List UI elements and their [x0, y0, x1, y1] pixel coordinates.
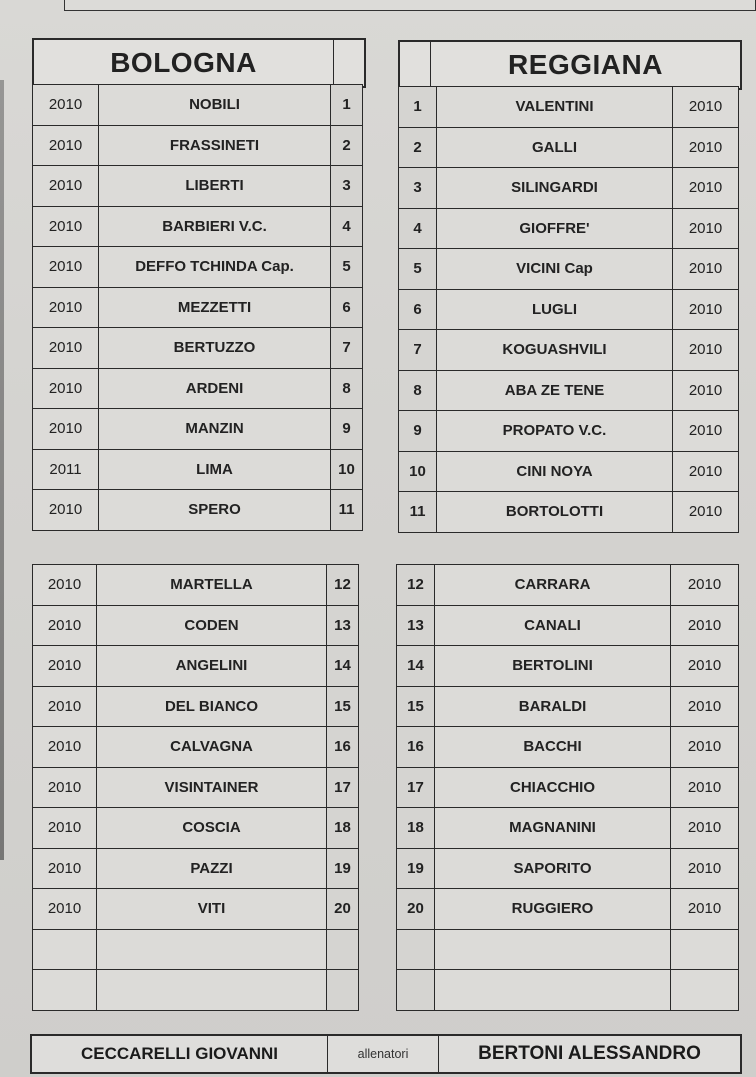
player-row — [397, 646, 739, 687]
player-name — [97, 929, 327, 970]
birth-year: 2010 — [33, 287, 99, 328]
player-name: VITI — [97, 889, 327, 930]
shirt-number: 20 — [327, 889, 359, 930]
player-name: CANALI — [435, 605, 671, 646]
birth-year: 2010 — [33, 565, 97, 606]
coaches-label: allenatori — [328, 1036, 439, 1072]
shirt-number: 15 — [397, 686, 435, 727]
birth-year: 2010 — [671, 686, 739, 727]
shirt-number: 17 — [397, 767, 435, 808]
player-row — [397, 889, 739, 930]
player-row — [397, 605, 739, 646]
player-name: KOGUASHVILI — [437, 330, 673, 371]
player-name: VALENTINI — [437, 87, 673, 128]
shirt-number: 3 — [399, 168, 437, 209]
player-name: CINI NOYA — [437, 451, 673, 492]
birth-year: 2010 — [33, 889, 97, 930]
player-name: LUGLI — [437, 289, 673, 330]
shirt-number: 6 — [331, 287, 363, 328]
player-name: BORTOLOTTI — [437, 492, 673, 533]
shirt-number: 16 — [327, 727, 359, 768]
birth-year: 2011 — [33, 449, 99, 490]
player-row — [399, 289, 739, 330]
shirt-number: 2 — [399, 127, 437, 168]
birth-year: 2010 — [673, 208, 739, 249]
birth-year: 2010 — [33, 767, 97, 808]
player-row — [33, 970, 359, 1011]
player-name: BARBIERI V.C. — [99, 206, 331, 247]
shirt-number: 14 — [397, 646, 435, 687]
away-bench-table — [396, 564, 739, 1011]
shirt-number: 10 — [331, 449, 363, 490]
player-name: BACCHI — [435, 727, 671, 768]
player-row — [33, 646, 359, 687]
player-name: DEL BIANCO — [97, 686, 327, 727]
player-row — [397, 727, 739, 768]
player-row — [397, 848, 739, 889]
shirt-number: 19 — [327, 848, 359, 889]
birth-year: 2010 — [673, 411, 739, 452]
shirt-number — [327, 970, 359, 1011]
player-name: GALLI — [437, 127, 673, 168]
player-row — [33, 449, 363, 490]
player-row — [397, 808, 739, 849]
birth-year: 2010 — [673, 127, 739, 168]
shirt-number: 9 — [331, 409, 363, 450]
birth-year: 2010 — [33, 247, 99, 288]
birth-year: 2010 — [673, 168, 739, 209]
shirt-number: 2 — [331, 125, 363, 166]
birth-year: 2010 — [33, 686, 97, 727]
birth-year: 2010 — [673, 370, 739, 411]
player-row — [33, 808, 359, 849]
player-name: MANZIN — [99, 409, 331, 450]
birth-year: 2010 — [33, 808, 97, 849]
player-name: PROPATO V.C. — [437, 411, 673, 452]
shirt-number: 8 — [331, 368, 363, 409]
birth-year: 2010 — [33, 166, 99, 207]
shirt-number — [327, 929, 359, 970]
player-name: MARTELLA — [97, 565, 327, 606]
shirt-number: 12 — [327, 565, 359, 606]
shirt-number: 7 — [331, 328, 363, 369]
shirt-number: 19 — [397, 848, 435, 889]
shirt-number: 11 — [399, 492, 437, 533]
birth-year: 2010 — [33, 125, 99, 166]
birth-year: 2010 — [33, 646, 97, 687]
shirt-number: 18 — [397, 808, 435, 849]
player-row — [33, 767, 359, 808]
birth-year: 2010 — [33, 368, 99, 409]
birth-year — [33, 970, 97, 1011]
shirt-number: 13 — [327, 605, 359, 646]
player-name: SPERO — [99, 490, 331, 531]
shirt-number — [397, 929, 435, 970]
player-name: SILINGARDI — [437, 168, 673, 209]
player-name: SAPORITO — [435, 848, 671, 889]
birth-year — [671, 970, 739, 1011]
home-team-header — [32, 38, 366, 88]
player-name: LIMA — [99, 449, 331, 490]
birth-year: 2010 — [671, 605, 739, 646]
birth-year — [671, 929, 739, 970]
player-row — [397, 970, 739, 1011]
player-name: ANGELINI — [97, 646, 327, 687]
birth-year: 2010 — [673, 330, 739, 371]
home-team-name: BOLOGNA — [110, 47, 257, 78]
player-row — [33, 929, 359, 970]
birth-year: 2010 — [33, 605, 97, 646]
player-name — [97, 970, 327, 1011]
player-name: MAGNANINI — [435, 808, 671, 849]
birth-year: 2010 — [673, 87, 739, 128]
player-name — [435, 929, 671, 970]
birth-year: 2010 — [671, 565, 739, 606]
birth-year: 2010 — [673, 289, 739, 330]
player-name: CARRARA — [435, 565, 671, 606]
player-name: COSCIA — [97, 808, 327, 849]
shirt-number: 1 — [399, 87, 437, 128]
shirt-number: 20 — [397, 889, 435, 930]
player-name: ARDENI — [99, 368, 331, 409]
player-name: ABA ZE TENE — [437, 370, 673, 411]
birth-year: 2010 — [673, 492, 739, 533]
birth-year: 2010 — [33, 85, 99, 126]
player-name: BARALDI — [435, 686, 671, 727]
player-row — [399, 330, 739, 371]
birth-year: 2010 — [673, 451, 739, 492]
shirt-number: 4 — [331, 206, 363, 247]
player-name: LIBERTI — [99, 166, 331, 207]
shirt-number: 15 — [327, 686, 359, 727]
player-row — [33, 686, 359, 727]
player-name: VICINI Cap — [437, 249, 673, 290]
player-row — [33, 409, 363, 450]
player-row — [33, 206, 363, 247]
player-row — [399, 451, 739, 492]
player-name — [435, 970, 671, 1011]
shirt-number: 16 — [397, 727, 435, 768]
player-name: CALVAGNA — [97, 727, 327, 768]
player-row — [33, 287, 363, 328]
player-row — [33, 490, 363, 531]
coaches-bar — [30, 1034, 742, 1074]
birth-year: 2010 — [33, 490, 99, 531]
shirt-number: 11 — [331, 490, 363, 531]
shirt-number: 9 — [399, 411, 437, 452]
player-name: MEZZETTI — [99, 287, 331, 328]
shirt-number: 5 — [331, 247, 363, 288]
player-row — [397, 565, 739, 606]
birth-year: 2010 — [671, 727, 739, 768]
player-row — [33, 166, 363, 207]
shirt-number: 4 — [399, 208, 437, 249]
player-row — [399, 168, 739, 209]
player-name: PAZZI — [97, 848, 327, 889]
away-starters-table — [398, 86, 739, 533]
birth-year: 2010 — [671, 848, 739, 889]
birth-year: 2010 — [33, 727, 97, 768]
birth-year: 2010 — [671, 808, 739, 849]
top-header-box — [64, 0, 756, 11]
shirt-number: 3 — [331, 166, 363, 207]
player-name: RUGGIERO — [435, 889, 671, 930]
shirt-number: 13 — [397, 605, 435, 646]
player-row — [33, 565, 359, 606]
birth-year — [33, 929, 97, 970]
player-row — [399, 87, 739, 128]
player-name: BERTUZZO — [99, 328, 331, 369]
player-row — [399, 208, 739, 249]
player-row — [399, 370, 739, 411]
shirt-number: 6 — [399, 289, 437, 330]
shirt-number: 14 — [327, 646, 359, 687]
player-row — [397, 767, 739, 808]
birth-year: 2010 — [673, 249, 739, 290]
home-coach: CECCARELLI GIOVANNI — [32, 1036, 328, 1072]
birth-year: 2010 — [671, 646, 739, 687]
shirt-number: 12 — [397, 565, 435, 606]
player-row — [399, 127, 739, 168]
player-name: GIOFFRE' — [437, 208, 673, 249]
birth-year: 2010 — [33, 409, 99, 450]
birth-year: 2010 — [33, 206, 99, 247]
birth-year: 2010 — [671, 889, 739, 930]
shirt-number: 5 — [399, 249, 437, 290]
shirt-number: 18 — [327, 808, 359, 849]
shirt-number: 7 — [399, 330, 437, 371]
player-row — [33, 889, 359, 930]
player-row — [33, 727, 359, 768]
shirt-number — [397, 970, 435, 1011]
player-row — [33, 328, 363, 369]
away-team-name: REGGIANA — [508, 49, 663, 80]
birth-year: 2010 — [33, 848, 97, 889]
shirt-number: 8 — [399, 370, 437, 411]
player-name: DEFFO TCHINDA Cap. — [99, 247, 331, 288]
player-row — [397, 929, 739, 970]
player-row — [399, 249, 739, 290]
player-row — [33, 368, 363, 409]
home-starters-table — [32, 84, 363, 531]
player-row — [33, 605, 359, 646]
player-name: NOBILI — [99, 85, 331, 126]
player-row — [33, 125, 363, 166]
player-row — [397, 686, 739, 727]
shirt-number: 1 — [331, 85, 363, 126]
player-row — [33, 85, 363, 126]
birth-year: 2010 — [33, 328, 99, 369]
player-name: FRASSINETI — [99, 125, 331, 166]
shirt-number: 17 — [327, 767, 359, 808]
away-coach: BERTONI ALESSANDRO — [478, 1043, 701, 1064]
sheet-edge-shadow — [0, 80, 4, 860]
player-name: CODEN — [97, 605, 327, 646]
player-name: CHIACCHIO — [435, 767, 671, 808]
player-name: BERTOLINI — [435, 646, 671, 687]
shirt-number: 10 — [399, 451, 437, 492]
home-bench-table — [32, 564, 359, 1011]
player-row — [399, 411, 739, 452]
player-row — [33, 848, 359, 889]
away-team-header — [398, 40, 742, 90]
player-name: VISINTAINER — [97, 767, 327, 808]
birth-year: 2010 — [671, 767, 739, 808]
player-row — [399, 492, 739, 533]
player-row — [33, 247, 363, 288]
